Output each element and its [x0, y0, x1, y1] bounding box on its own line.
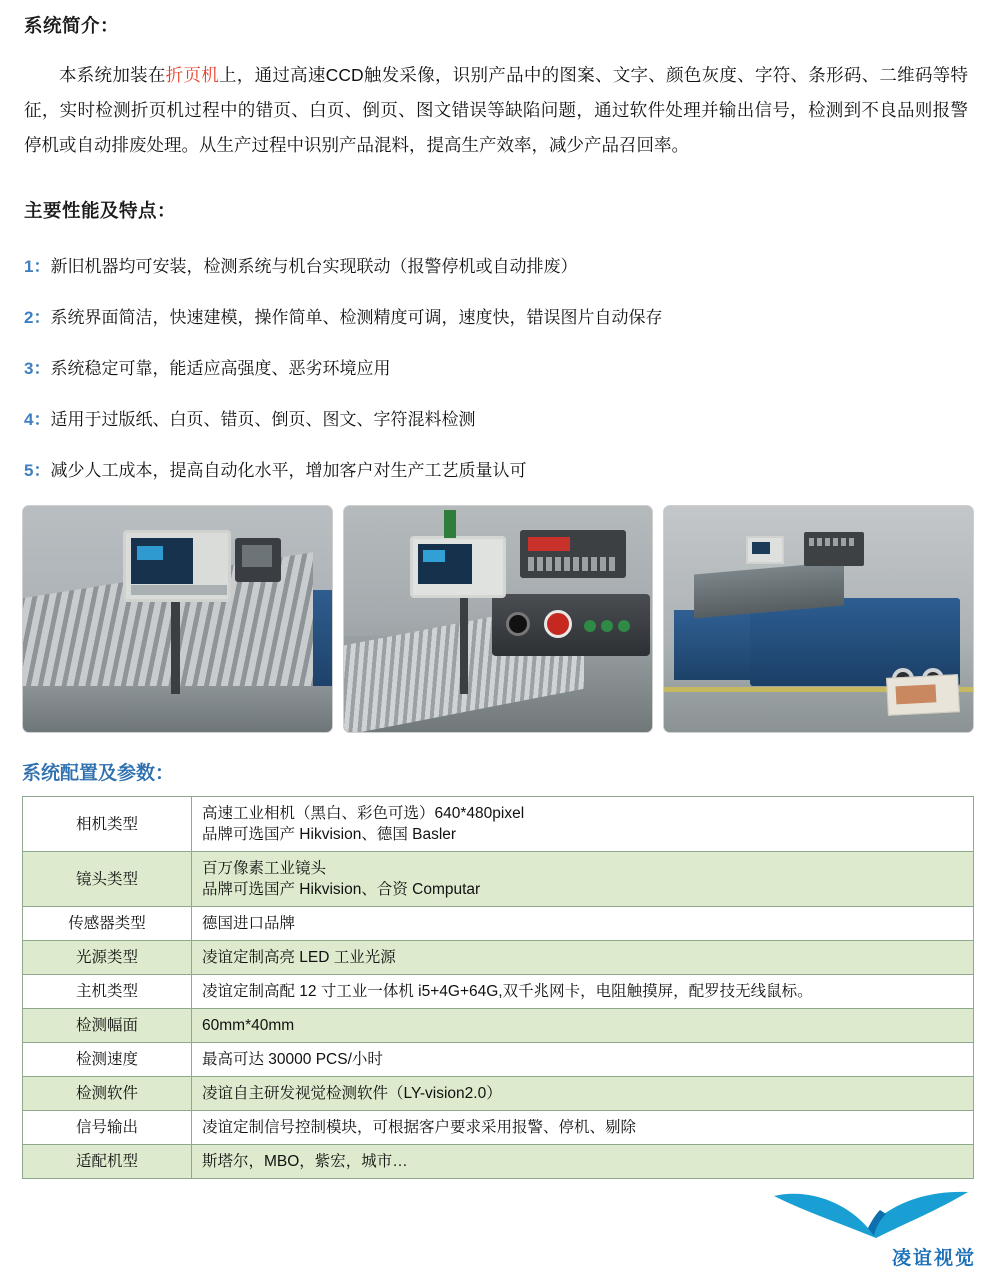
light-tower — [444, 510, 456, 538]
screen-display — [418, 544, 472, 584]
spec-value: 斯塔尔，MBO，紫宏，城市… — [192, 1145, 974, 1179]
intro-text-after: 上，通过高速CCD触发采像，识别产品中的图案、文字、颜色灰度、字符、条形码、二维码等特征，实时检测折页机过程中的错页、白页、倒页、图文错误等缺陷问题，通过软件处理并输出信号，检测到不良品则报警停机或自动排废处理。从生产过程中识别产品混料，提高生产效率，减少产品召回率。 — [24, 64, 969, 155]
screen-base — [131, 585, 227, 595]
folder-feeder-photo — [22, 505, 333, 733]
table-row — [23, 975, 974, 1009]
rotary-knob — [506, 612, 530, 636]
spec-value-line1: 百万像素工业镜头 — [202, 860, 327, 877]
spec-table — [22, 796, 974, 1179]
intro-paragraph — [24, 58, 968, 163]
features-heading: 主要性能及特点： — [24, 200, 177, 221]
feature-label: 适用于过版纸、白页、错页、倒页、图文、字符混料检测 — [50, 410, 476, 429]
brand-name: 凌谊视觉 — [891, 1248, 976, 1269]
control-panel — [804, 532, 864, 566]
config-heading: 系统配置及参数： — [22, 762, 175, 784]
feature-label: 减少人工成本，提高自动化水平，增加客户对生产工艺质量认可 — [50, 461, 527, 480]
table-row — [23, 1009, 974, 1043]
spec-label: 镜头类型 — [23, 852, 192, 907]
feature-label: 系统界面简洁，快速建模，操作简单、检测精度可调，速度快，错误图片自动保存 — [50, 308, 663, 327]
intro-highlight: 折页机 — [165, 64, 220, 85]
spec-value: 凌谊定制信号控制模块，可根据客户要求采用报警、停机、剔除 — [192, 1111, 974, 1145]
feature-item-4 — [24, 408, 475, 432]
photo-strip — [22, 505, 974, 733]
mounting-post — [171, 598, 180, 694]
feature-label: 系统稳定可靠，能适应高强度、恶劣环境应用 — [50, 359, 391, 378]
emergency-stop-button — [544, 610, 572, 638]
control-console-photo — [343, 505, 654, 733]
green-button — [584, 620, 596, 632]
button-row — [584, 620, 642, 632]
feature-number: 2： — [24, 308, 51, 327]
green-button — [618, 620, 630, 632]
table-row — [23, 1145, 974, 1179]
hmi-screen — [123, 530, 231, 602]
hmi-screen — [410, 536, 506, 598]
spec-label: 检测幅面 — [23, 1009, 192, 1043]
intro-heading: 系统简介： — [24, 15, 120, 36]
spec-value: 德国进口品牌 — [192, 907, 974, 941]
spec-label: 传感器类型 — [23, 907, 192, 941]
wings-logo-icon — [768, 1178, 982, 1248]
spec-label: 检测速度 — [23, 1043, 192, 1077]
spec-value-line1: 高速工业相机（黑白、彩色可选）640*480pixel — [202, 805, 525, 822]
spec-value: 最高可达 30000 PCS/小时 — [192, 1043, 974, 1077]
intro-text-before: 本系统加装在 — [59, 64, 166, 85]
brand-logo — [768, 1178, 982, 1274]
table-row — [23, 941, 974, 975]
table-row — [23, 797, 974, 852]
spec-label: 适配机型 — [23, 1145, 192, 1179]
spec-label: 信号输出 — [23, 1111, 192, 1145]
hmi-screen — [746, 536, 784, 564]
feature-number: 4： — [24, 410, 51, 429]
control-panel — [520, 530, 626, 578]
screen-display — [131, 538, 193, 584]
camera-housing — [235, 538, 281, 582]
feature-item-2 — [24, 306, 662, 330]
feature-number: 3： — [24, 359, 51, 378]
spec-value — [192, 852, 974, 907]
spec-label: 光源类型 — [23, 941, 192, 975]
feature-number: 5： — [24, 461, 51, 480]
spec-label: 检测软件 — [23, 1077, 192, 1111]
spec-label: 主机类型 — [23, 975, 192, 1009]
table-row — [23, 1077, 974, 1111]
machine-body-left — [674, 610, 758, 680]
table-row — [23, 907, 974, 941]
spec-value-line2: 品牌可选国产 Hikvision、德国 Basler — [202, 826, 457, 843]
feature-item-3 — [24, 357, 390, 381]
table-row — [23, 1043, 974, 1077]
operator-console — [492, 594, 650, 656]
spec-value: 凌谊定制高亮 LED 工业光源 — [192, 941, 974, 975]
table-row — [23, 852, 974, 907]
feature-item-5 — [24, 459, 526, 483]
green-button — [601, 620, 613, 632]
spec-label: 相机类型 — [23, 797, 192, 852]
mounting-post — [460, 590, 468, 694]
feature-number: 1： — [24, 257, 51, 276]
printed-sample — [886, 674, 960, 716]
feature-item-1 — [24, 255, 577, 279]
spec-value: 凌谊自主研发视觉检测软件（LY-vision2.0） — [192, 1077, 974, 1111]
table-row — [23, 1111, 974, 1145]
spec-value: 60mm*40mm — [192, 1009, 974, 1043]
full-machine-photo — [663, 505, 974, 733]
feature-label: 新旧机器均可安装，检测系统与机台实现联动（报警停机或自动排废） — [50, 257, 578, 276]
spec-value — [192, 797, 974, 852]
spec-value-line2: 品牌可选国产 Hikvision、合资 Computar — [202, 881, 481, 898]
spec-value: 凌谊定制高配 12 寸工业一体机 i5+4G+64G,双千兆网卡，电阻触摸屏，配罗技无线鼠标。 — [192, 975, 974, 1009]
